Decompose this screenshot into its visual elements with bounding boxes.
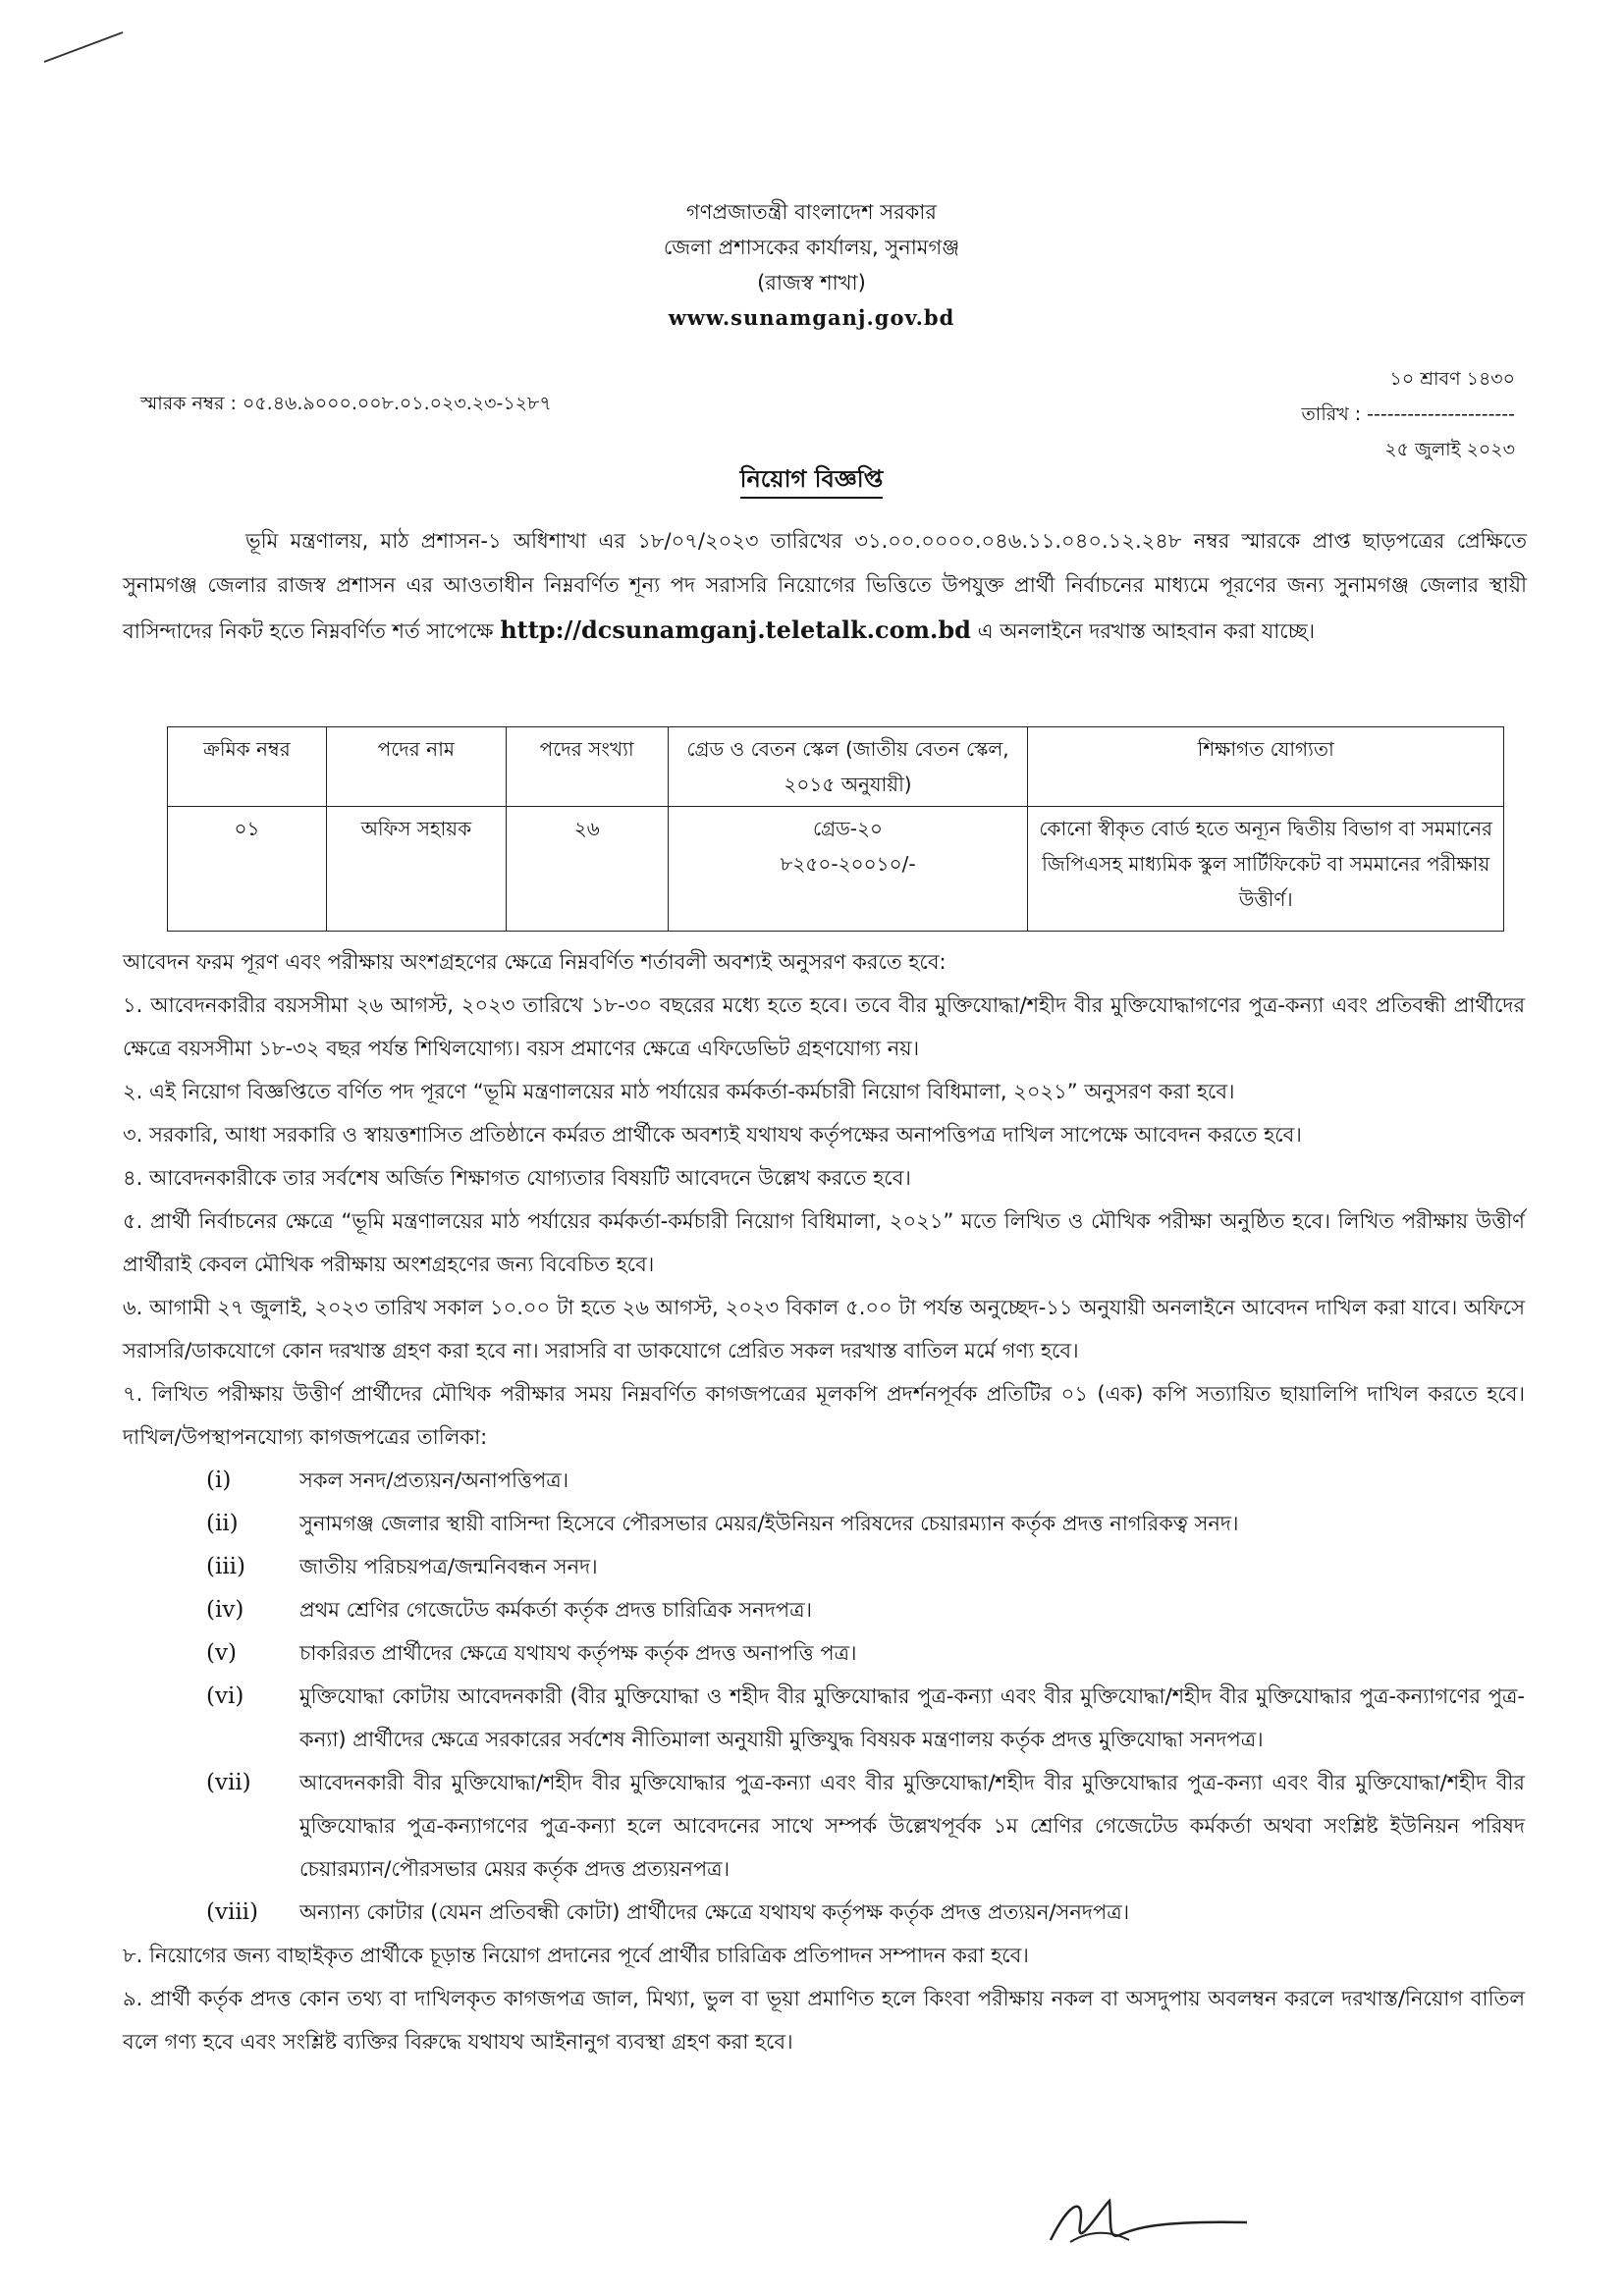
document-text: আবেদনকারী বীর মুক্তিযোদ্ধা/শহীদ বীর মুক্তিযোদ্ধার পুত্র-কন্যা এবং বীর মুক্তিযোদ্ধা/শহীদ বীর মুক্তিযোদ্ধার পুত্র-কন্যা এবং বীর মুক্তিযোদ্ধা/শহীদ বীর মুক্তিযোদ্ধার পুত্র-কন্যাগণের পুত্র-কন্যা হলে আবেদনের সাথে সম্পর্ক উল্লেখপূর্বক ১ম শ্রেণির গেজেটেড কর্মকর্তা অথবা সংশ্লিষ্ট ইউনিয়ন পরিষদ চেয়ারম্যান/পৌরসভার মেয়র কর্তৃক প্রদত্ত প্রত্যয়নপত্র।	[299, 1771, 1525, 1881]
document-number: (iii)	[206, 1554, 246, 1579]
document-number: (iv)	[206, 1597, 244, 1623]
notice-title	[0, 461, 1623, 501]
table-header-row	[168, 727, 1504, 807]
office-website: www.sunamganj.gov.bd	[668, 305, 955, 330]
document-item-iii	[123, 1545, 1525, 1588]
cell-grade	[668, 807, 1028, 932]
cell-post-name: অফিস সহায়ক	[326, 807, 506, 932]
header-grade: গ্রেড ও বেতন স্কেল (জাতীয় বেতন স্কেল, ২০১৫ অনুযায়ী)	[668, 727, 1028, 807]
office-header	[0, 194, 1623, 336]
intro-tail: এ অনলাইনে দরখাস্ত আহবান করা যাচ্ছে।	[977, 619, 1316, 643]
document-number: (v)	[206, 1640, 237, 1666]
signature-mark	[1041, 2181, 1257, 2260]
condition-5: ৫. প্রার্থী নির্বাচনের ক্ষেত্রে “ভূমি মন্ত্রণালয়ের মাঠ পর্যায়ের কর্মকর্তা-কর্মচারী নিয়োগ বিধিমালা, ২০২১” মতে লিখিত ও মৌখিক পরীক্ষা অনুষ্ঠিত হবে। লিখিত পরীক্ষায় উত্তীর্ণ প্রার্থীরাই কেবল মৌখিক পরীক্ষায় অংশগ্রহণের জন্য বিবেচিত হবে।	[123, 1209, 1525, 1276]
document-number: (ii)	[206, 1511, 239, 1536]
document-text: সুনামগঞ্জ জেলার স্থায়ী বাসিন্দা হিসেবে পৌরসভার মেয়র/ইউনিয়ন পরিষদের চেয়ারম্যান কর্তৃক প্রদত্ত নাগরিকত্ব সনদ।	[299, 1512, 1239, 1535]
condition-4: ৪. আবেদনকারীকে তার সর্বশেষ অর্জিত শিক্ষাগত যোগ্যতার বিষয়টি আবেদনে উল্লেখ করতে হবে।	[123, 1166, 911, 1190]
document-item-viii	[123, 1891, 1525, 1934]
date-block	[1302, 361, 1515, 467]
conditions-intro: আবেদন ফরম পূরণ এবং পরীক্ষায় অংশগ্রহণের ক্ষেত্রে নিম্নবর্ণিত শর্তাবলী অবশ্যই অনুসরণ করতে হবে:	[123, 950, 947, 974]
memo-number: স্মারক নম্বর : ০৫.৪৬.৯০০০.০০৮.০১.০২৩.২৩-১২৮৭	[140, 393, 552, 414]
table-row	[168, 807, 1504, 932]
document-item-vii	[123, 1761, 1525, 1891]
header-post-name: পদের নাম	[326, 727, 506, 807]
document-text: মুক্তিযোদ্ধা কোটায় আবেদনকারী (বীর মুক্তিযোদ্ধা ও শহীদ বীর মুক্তিযোদ্ধার পুত্র-কন্যা এবং বীর মুক্তিযোদ্ধা/শহীদ বীর মুক্তিযোদ্ধার পুত্র-কন্যাগণের পুত্র-কন্যা) প্রার্থীদের ক্ষেত্রে সরকারের সর্বশেষ নীতিমালা অনুযায়ী মুক্তিযুদ্ধ বিষয়ক মন্ত্রণালয় কর্তৃক প্রদত্ত মুক্তিযোদ্ধা সনদপত্র।	[299, 1684, 1525, 1751]
document-text: সকল সনদ/প্রত্যয়ন/অনাপত্তিপত্র।	[299, 1468, 569, 1492]
pay-scale: ৮২৫০-২০০১০/-	[780, 852, 916, 876]
condition-7: ৭. লিখিত পরীক্ষায় উত্তীর্ণ প্রার্থীদের মৌখিক পরীক্ষার সময় নিম্নবর্ণিত কাগজপত্রের মূলকপি প্রদর্শনপূর্বক প্রতিটির ০১ (এক) কপি সত্যায়িত ছায়ালিপি দাখিল করতে হবে। দাখিল/উপস্থাপনযোগ্য কাগজপত্রের তালিকা:	[123, 1382, 1525, 1449]
document-item-i	[123, 1459, 1525, 1502]
document-text: জাতীয় পরিচয়পত্র/জন্মনিবন্ধন সনদ।	[299, 1555, 598, 1578]
notice-title-text: নিয়োগ বিজ্ঞপ্তি	[740, 465, 884, 499]
document-number: (viii)	[206, 1899, 259, 1925]
government-name: গণপ্রজাতন্ত্রী বাংলাদেশ সরকার	[686, 200, 937, 224]
date-bangla: ১০ শ্রাবণ ১৪৩০	[1389, 368, 1515, 390]
cell-qualification: কোনো স্বীকৃত বোর্ড হতে অন্যূন দ্বিতীয় বিভাগ বা সমমানের জিপিএসহ মাধ্যমিক স্কুল সার্টিফিকেট বা সমমানের পরীক্ষায় উত্তীর্ণ।	[1028, 807, 1504, 932]
intro-paragraph	[123, 519, 1527, 654]
pen-stroke-mark	[39, 27, 128, 67]
header-post-count: পদের সংখ্যা	[506, 727, 668, 807]
date-english: ২৫ জুলাই ২০২৩	[1384, 439, 1515, 460]
header-serial: ক্রমিক নম্বর	[168, 727, 327, 807]
document-item-v	[123, 1631, 1525, 1675]
intro-text: ভূমি মন্ত্রণালয়, মাঠ প্রশাসন-১ অধিশাখা এর ১৮/০৭/২০২৩ তারিখের ৩১.০০.০০০০.০৪৬.১১.০৪০.১২.২৪৮ নম্বর স্মারকে প্রাপ্ত ছাড়পত্রের প্রেক্ষিতে সুনামগঞ্জ জেলার রাজস্ব প্রশাসন এর আওতাধীন নিম্নবর্ণিত শূন্য পদ সরাসরি নিয়োগের ভিত্তিতে উপযুক্ত প্রার্থী নির্বাচনের মাধ্যমে পূরণের জন্য সুনামগঞ্জ জেলার স্থায়ী বাসিন্দাদের নিকট হতে নিম্নবর্ণিত শর্ত সাপেক্ষে	[123, 529, 1527, 643]
document-number: (vii)	[206, 1770, 251, 1795]
document-text: প্রথম শ্রেণির গেজেটেড কর্মকর্তা কর্তৃক প্রদত্ত চারিত্রিক সনদপত্র।	[299, 1598, 813, 1622]
document-text: অন্যান্য কোটার (যেমন প্রতিবন্ধী কোটা) প্রার্থীদের ক্ষেত্রে যথাযথ কর্তৃপক্ষ কর্তৃক প্রদত্ত প্রত্যয়ন/সনদপত্র।	[299, 1900, 1130, 1924]
document-item-vi	[123, 1675, 1525, 1761]
office-name: জেলা প্রশাসকের কার্যালয়, সুনামগঞ্জ	[663, 236, 960, 259]
post-table	[167, 726, 1504, 932]
condition-1: ১. আবেদনকারীর বয়সসীমা ২৬ আগস্ট, ২০২৩ তারিখে ১৮-৩০ বছরের মধ্যে হতে হবে। তবে বীর মুক্তিযোদ্ধা/শহীদ বীর মুক্তিযোদ্ধাগণের পুত্র-কন্যা এবং প্রতিবন্ধী প্রার্থীদের ক্ষেত্রে বয়সসীমা ১৮-৩২ বছর পর্যন্ত শিথিলযোগ্য। বয়স প্রমাণের ক্ষেত্রে এফিডেভিট গ্রহণযোগ্য নয়।	[123, 993, 1525, 1060]
document-text: চাকরিরত প্রার্থীদের ক্ষেত্রে যথাযথ কর্তৃপক্ষ কর্তৃক প্রদত্ত অনাপত্তি পত্র।	[299, 1641, 857, 1665]
condition-8: ৮. নিয়োগের জন্য বাছাইকৃত প্রার্থীকে চূড়ান্ত নিয়োগ প্রদানের পূর্বে প্রার্থীর চারিত্রিক প্রতিপাদন সম্পাদন করা হবে।	[123, 1944, 1029, 1967]
cell-post-count: ২৬	[506, 807, 668, 932]
grade-value: গ্রেড-২০	[812, 817, 884, 840]
document-number: (i)	[206, 1468, 232, 1493]
condition-9: ৯. প্রার্থী কর্তৃক প্রদত্ত কোন তথ্য বা দাখিলকৃত কাগজপত্র জাল, মিথ্যা, ভুল বা ভূয়া প্রমাণিত হলে কিংবা পরীক্ষায় নকল বা অসদুপায় অবলম্বন করলে দরখাস্ত/নিয়োগ বাতিল বলে গণ্য হবে এবং সংশ্লিষ্ট ব্যক্তির বিরুদ্ধে যথাযথ আইনানুগ ব্যবস্থা গ্রহণ করা হবে।	[123, 1987, 1525, 2054]
document-item-iv	[123, 1588, 1525, 1631]
condition-6: ৬. আগামী ২৭ জুলাই, ২০২৩ তারিখ সকাল ১০.০০ টা হতে ২৬ আগস্ট, ২০২৩ বিকাল ৫.০০ টা পর্যন্ত অনুচ্ছেদ-১১ অনুযায়ী অনলাইনে আবেদন দাখিল করা যাবে। অফিসে সরাসরি/ডাকযোগে কোন দরখাস্ত গ্রহণ করা হবে না। সরাসরি বা ডাকযোগে প্রেরিত সকল দরখাস্ত বাতিল মর্মে গণ্য হবে।	[123, 1296, 1525, 1362]
branch-name: (রাজস্ব শাখা)	[757, 271, 866, 294]
cell-serial: ০১	[168, 807, 327, 932]
document-item-ii	[123, 1502, 1525, 1545]
condition-3: ৩. সরকারি, আধা সরকারি ও স্বায়ত্তশাসিত প্রতিষ্ঠানে কর্মরত প্রার্থীকে অবশ্যই যথাযথ কর্তৃপক্ষের অনাপত্তিপত্র দাখিল সাপেক্ষে আবেদন করতে হবে।	[123, 1123, 1302, 1147]
condition-2: ২. এই নিয়োগ বিজ্ঞপ্তিতে বর্ণিত পদ পূরণে “ভূমি মন্ত্রণালয়ের মাঠ পর্যায়ের কর্মকর্তা-কর্মচারী নিয়োগ বিধিমালা, ২০২১” অনুসরণ করা হবে।	[123, 1080, 1235, 1103]
header-qualification: শিক্ষাগত যোগ্যতা	[1028, 727, 1504, 807]
document-number: (vi)	[206, 1683, 244, 1709]
conditions-section	[123, 940, 1525, 2063]
date-label: তারিখ : ----------------------	[1301, 403, 1515, 425]
application-url: http://dcsunamganj.teletalk.com.bd	[500, 615, 971, 644]
